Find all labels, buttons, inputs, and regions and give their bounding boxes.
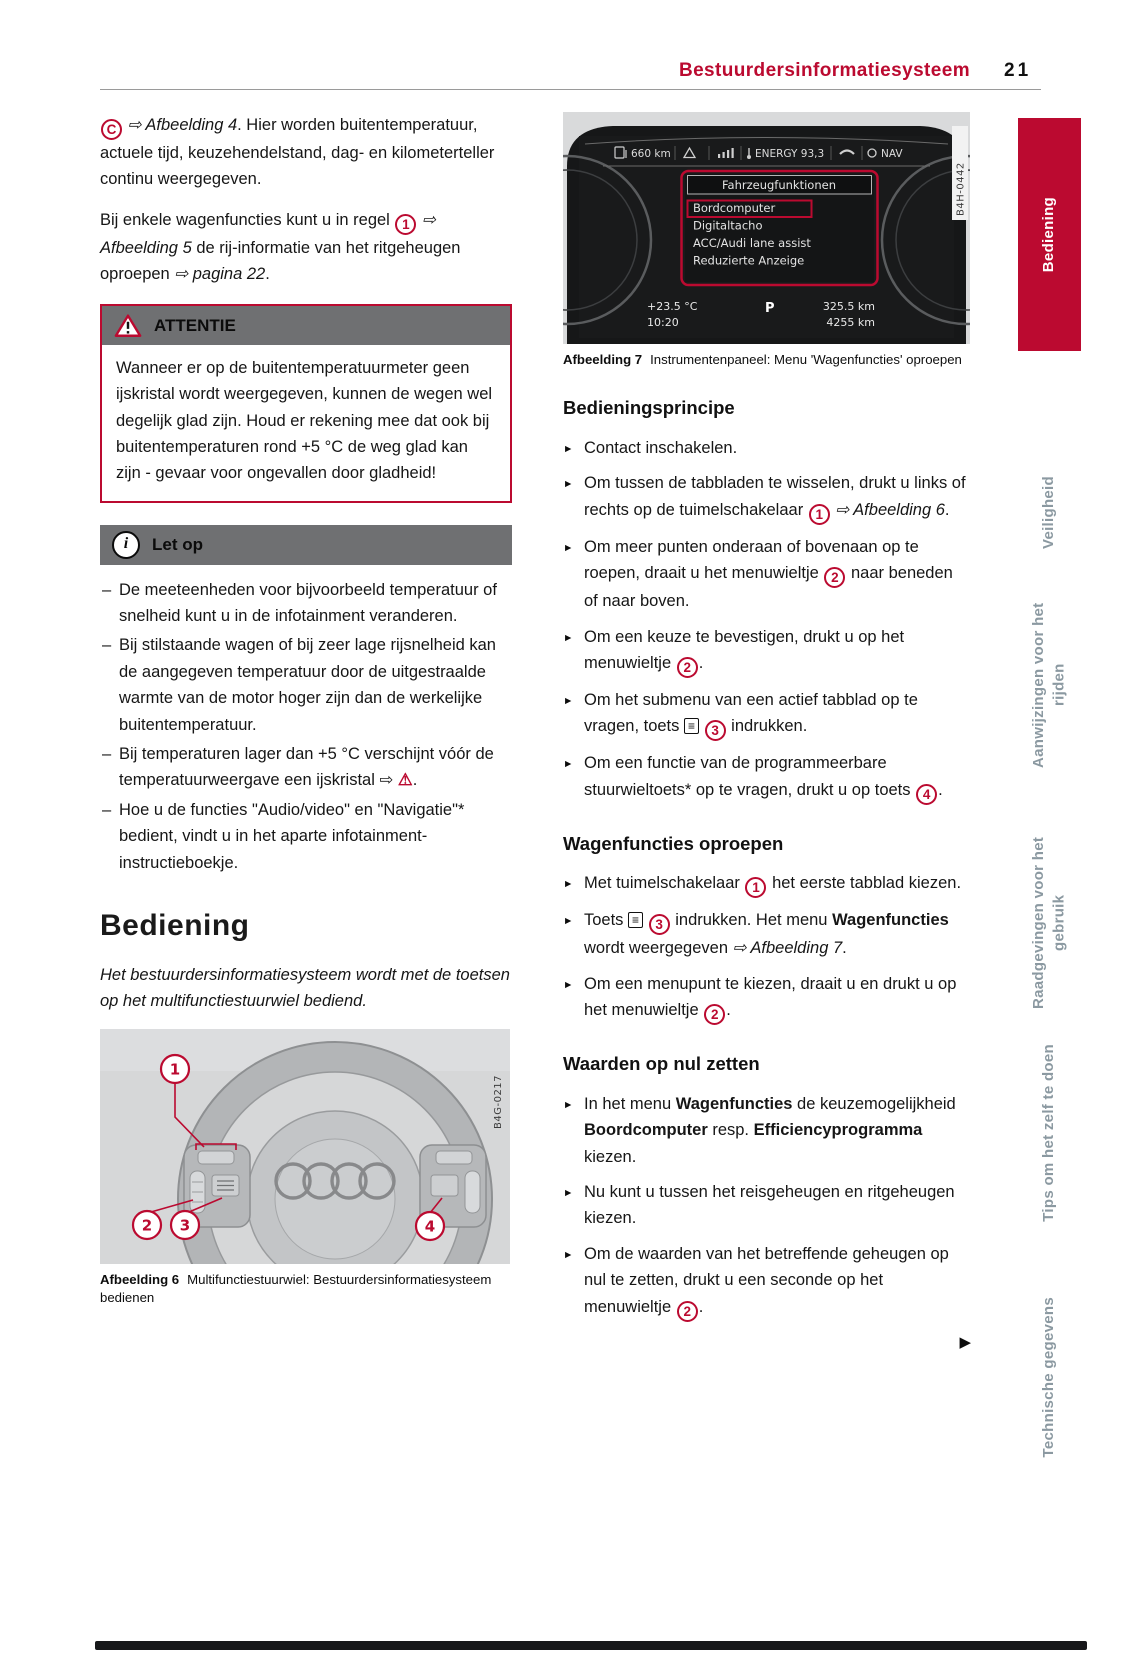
callout-3-number: 3 (179, 1216, 191, 1235)
note-item (102, 577, 510, 630)
list-waarden-op-nul (563, 1091, 971, 1322)
warning-triangle-icon (114, 313, 142, 338)
callout-4 (416, 1212, 444, 1240)
list-item (563, 1091, 971, 1170)
list-item (563, 907, 971, 961)
tab-label: Tips om het zelf te doen (1040, 1044, 1058, 1222)
menu-item-digitaltacho: Digitaltacho (693, 218, 763, 233)
callout-2-number: 2 (141, 1216, 153, 1235)
list-item (563, 750, 971, 804)
bullet-marker: ► (563, 758, 574, 771)
left-column (100, 112, 512, 1308)
list-item-text: Om het submenu van een actief tabblad op te vragen, toets ≡ 3 indrukken. (584, 687, 971, 741)
bullet-marker: ► (563, 915, 574, 928)
gear-indicator: P (765, 301, 775, 316)
note-item-text: Bij stilstaande wagen of bij zeer lage rijsnelheid kan de aangegeven temperatuur door de uitgestraalde warmte van de motor hoger zijn dan de werkelijke buitentemperatuur. (119, 636, 496, 734)
callout-2 (133, 1211, 161, 1239)
note-item-text: De meeteenheden voor bijvoorbeeld temperatuur of snelheid kunt u in de infotainment veranderen. (119, 580, 497, 626)
list-item (563, 470, 971, 524)
energy-value: ENERGY 93,3 (755, 148, 825, 160)
section-intro: Het bestuurdersinformatiesysteem wordt met de toetsen op het multifunctiestuurwiel bediend. (100, 966, 510, 1011)
figure-instrument-panel (563, 112, 971, 369)
list-item-text: Om een keuze te bevestigen, drukt u op het menuwieltje 2 . (584, 624, 971, 678)
page-bottom-edge (95, 1641, 1087, 1650)
bullet-marker: ► (563, 695, 574, 708)
list-item-text: Contact inschakelen. (584, 439, 738, 458)
tab-veiligheid (1018, 440, 1081, 585)
continuation-arrow: ▶ (959, 1333, 971, 1351)
list-wagenfuncties (563, 870, 971, 1025)
tab-tips (1018, 1028, 1081, 1238)
bullet-marker: ► (563, 978, 574, 991)
menu-item-acc-lane-assist: ACC/Audi lane assist (693, 236, 811, 250)
vehicle-functions-menu (682, 171, 878, 285)
time-value: 10:20 (647, 316, 679, 329)
list-item-text: In het menu Wagenfuncties de keuzemogelijkheid Boordcomputer resp. Efficiencyprogramma kiezen. (584, 1094, 956, 1166)
dash-marker: – (102, 636, 112, 655)
right-column (563, 112, 971, 1355)
tab-technische-gegevens (1018, 1272, 1081, 1482)
tab-label: Aanwijzingen voor het rijden (1030, 602, 1068, 768)
attention-header (102, 306, 510, 345)
tab-raadgevingen (1018, 830, 1081, 1015)
figure-6-caption (100, 1271, 512, 1308)
list-bedieningsprincipe (563, 435, 971, 805)
bullet-marker: ► (563, 541, 574, 554)
page-number: 21 (1004, 60, 1032, 81)
figure-6-label: Afbeelding 6 (100, 1271, 180, 1287)
attention-body: Wanneer er op de buitentemperatuurmeter geen ijskristal wordt weergegeven, kunnen de wegen wel degelijk glad zijn. Houd er rekening mee dat ook bij buitentemperaturen rond +5 °C de weg glad kan zijn - gevaar voor ongevallen door gladheid! (116, 358, 493, 483)
figure-code-label: B4H-0442 (955, 162, 967, 216)
dash-marker: – (102, 745, 112, 764)
note-item-text: Hoe u de functies "Audio/video" en "Navigatie"* bedient, vindt u in het aparte infotainment-instructieboekje. (119, 800, 465, 872)
tab-label: Raadgevingen voor het gebruik (1030, 836, 1068, 1009)
list-item (563, 1241, 971, 1322)
figure-7-caption (563, 351, 971, 369)
note-item (102, 797, 510, 876)
figure-7-label: Afbeelding 7 (563, 352, 643, 367)
list-item-text: Om tussen de tabbladen te wisselen, drukt u links of rechts op de tuimelschakelaar 1 ⇨ Afbeelding 6. (584, 470, 971, 524)
note-item (102, 741, 510, 794)
note-item-text: Bij temperaturen lager dan +5 °C verschijnt vóór de temperatuurweergave een ijskristal ⇨ ⚠. (119, 745, 494, 790)
list-item-text: Om de waarden van het betreffende geheugen op nul te zetten, drukt u een seconde op het menuwieltje 2 . (584, 1241, 971, 1322)
paragraph-trip-info: Bij enkele wagenfuncties kunt u in regel 1 ⇨ Afbeelding 5 de rij-informatie van het ritgeheugen oproepen ⇨ pagina 22. (100, 210, 461, 284)
paragraph-outside-temp: C ⇨ Afbeelding 4. Hier worden buitentemperatuur, actuele tijd, keuzehendelstand, dag- en kilometerteller continu weergegeven. (100, 116, 495, 189)
nav-label: NAV (881, 148, 903, 160)
list-item-text: Om een menupunt te kiezen, draait u en drukt u op het menuwieltje 2 . (584, 971, 971, 1025)
bullet-marker: ► (563, 443, 574, 456)
heading-bedieningsprincipe: Bedieningsprincipe (563, 397, 735, 419)
figure-6-caption-text: Multifunctiestuurwiel: Bestuurdersinformatiesysteem bedienen (100, 1271, 492, 1306)
heading-waarden-op-nul: Waarden op nul zetten (563, 1053, 760, 1075)
tab-bediening (1018, 118, 1081, 351)
list-item-text: Toets ≡ 3 indrukken. Het menu Wagenfuncties wordt weergegeven ⇨ Afbeelding 7. (584, 911, 949, 958)
note-header (100, 525, 512, 565)
note-list (100, 565, 512, 876)
section-heading-bediening: Bediening (100, 909, 250, 942)
bullet-marker: ► (563, 1098, 574, 1111)
instrument-panel-image (563, 112, 970, 344)
callout-3 (171, 1211, 199, 1239)
steering-wheel-image (100, 1029, 510, 1264)
header-rule (100, 89, 1041, 90)
note-item (102, 632, 510, 738)
heading-wagenfuncties: Wagenfuncties oproepen (563, 832, 784, 854)
trip-distance-value: 325.5 km (822, 300, 875, 313)
list-item (563, 435, 971, 461)
odometer-value: 4255 km (826, 316, 875, 329)
list-item (563, 624, 971, 678)
bullet-marker: ► (563, 631, 574, 644)
list-item-text: Om een functie van de programmeerbare stuurwieltoets* op te vragen, drukt u op toets 4 . (584, 750, 971, 804)
list-item (563, 687, 971, 741)
figure-steering-wheel (100, 1029, 512, 1308)
callout-4-number: 4 (424, 1217, 436, 1236)
list-item (563, 534, 971, 615)
menu-title: Fahrzeugfunktionen (721, 178, 837, 192)
dash-marker: – (102, 800, 112, 819)
note-box (100, 525, 512, 876)
callout-1-number: 1 (169, 1060, 181, 1079)
figure-code-label: B4G-0217 (493, 1074, 504, 1129)
tab-aanwijzingen (1018, 585, 1081, 785)
dash-marker: – (102, 580, 112, 599)
tab-label: Veiligheid (1040, 475, 1058, 550)
attention-box (100, 304, 512, 503)
list-item (563, 971, 971, 1025)
list-item (563, 1179, 971, 1232)
page-title: Bestuurdersinformatiesysteem (678, 60, 970, 81)
tab-label: Bediening (1040, 196, 1058, 273)
menu-item-bordcomputer: Bordcomputer (693, 201, 776, 215)
outside-temp-value: +23.5 °C (647, 300, 698, 313)
list-item (563, 870, 971, 898)
note-title: Let op (152, 535, 203, 555)
fuel-range-value: 660 km (631, 148, 671, 160)
list-item-text: Met tuimelschakelaar 1 het eerste tabblad kiezen. (584, 870, 971, 898)
list-item-text: Nu kunt u tussen het reisgeheugen en ritgeheugen kiezen. (584, 1182, 955, 1228)
bullet-marker: ► (563, 878, 574, 891)
bullet-marker: ► (563, 478, 574, 491)
bullet-marker: ► (563, 1248, 574, 1261)
info-icon: i (112, 531, 140, 559)
callout-1 (161, 1055, 189, 1083)
tab-label: Technische gegevens (1040, 1296, 1058, 1458)
bullet-marker: ► (563, 1186, 574, 1199)
attention-title: ATTENTIE (154, 315, 236, 335)
figure-7-caption-text: Instrumentenpaneel: Menu 'Wagenfuncties' oproepen (650, 352, 962, 367)
menu-item-reduzierte-anzeige: Reduzierte Anzeige (693, 253, 805, 268)
list-item-text: Om meer punten onderaan of bovenaan op te roepen, draait u het menuwieltje 2 naar beneden of naar boven. (584, 537, 953, 611)
